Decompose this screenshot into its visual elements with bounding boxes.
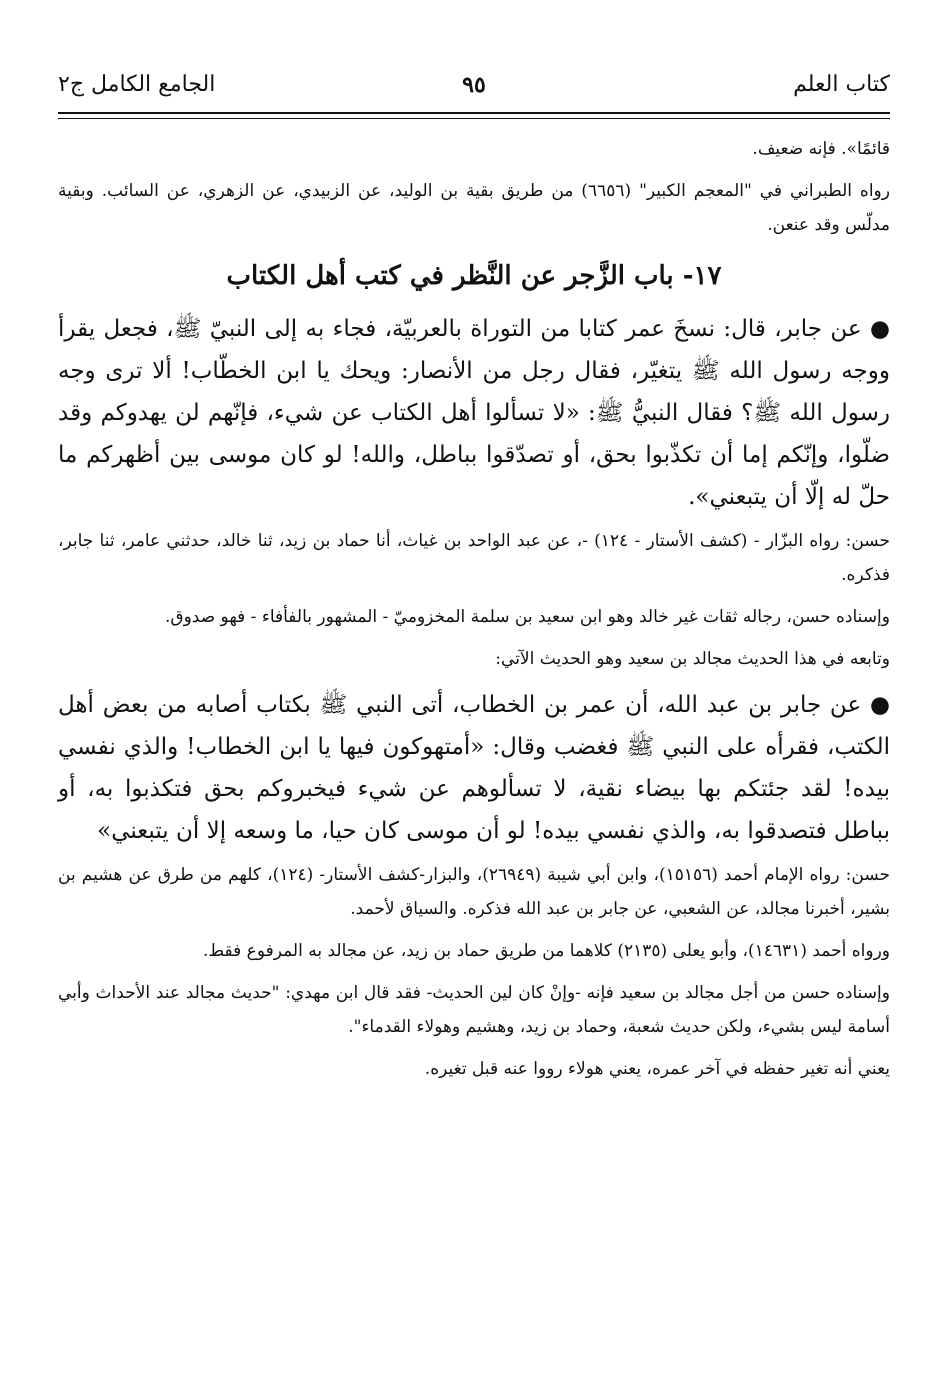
- commentary-paragraph: يعني أنه تغير حفظه في آخر عمره، يعني هولاء رووا عنه قبل تغيره.: [424, 1059, 890, 1079]
- commentary-paragraph: وإسناده حسن من أجل مجالد بن سعيد فإنه -وإنْ كان لين الحديث- فقد قال ابن مهدي: "حديث مجالد عند الأحداث وأبي أسامة ليس بشيء، ولكن حديث شعبة، وحماد بن زيد، وهشيم وهولاء القدماء".: [58, 983, 890, 1037]
- header-book-title: كتاب العلم: [793, 72, 890, 97]
- commentary-paragraph: ورواه أحمد (١٤٦٣١)، وأبو يعلى (٢١٣٥) كلاهما من طريق حماد بن زيد، عن مجالد به المرفوع فقط.: [203, 941, 890, 961]
- commentary-paragraph: رواه الطبراني في "المعجم الكبير" (٦٦٥٦) من طريق بقية بن الوليد، عن الزبيدي، عن الزهري، عن السائب. وبقية مدلّس وقد عنعن.: [58, 181, 890, 235]
- chapter-heading: ١٧- باب الزَّجر عن النَّظر في كتب أهل الكتاب: [226, 261, 722, 291]
- header-rule-thin: [58, 118, 890, 119]
- commentary-paragraph: وإسناده حسن، رجاله ثقات غير خالد وهو ابن سعيد بن سلمة المخزوميّ - المشهور بالفأفاء - فهو صدوق.: [164, 607, 890, 627]
- header-rule-thick: [58, 112, 890, 114]
- commentary-paragraph: حسن: رواه الإمام أحمد (١٥١٥٦)، وابن أبي شيبة (٢٦٩٤٩)، والبزار-كشف الأستار- (١٢٤)، كلهم من طرق عن هشيم بن بشير، أخبرنا مجالد، عن الشعبي، عن جابر بن عبد الله فذكره. والسياق لأحمد.: [58, 865, 890, 919]
- commentary-paragraph: قائمًا». فإنه ضعيف.: [752, 139, 890, 159]
- hadith-paragraph: ● عن جابر، قال: نسخَ عمر كتابا من التوراة بالعربيّة، فجاء به إلى النبيّ ﷺ، فجعل يقرأ ووجه رسول الله ﷺ يتغيّر، فقال رجل من الأنصار: ويحك يا ابن الخطّاب! ألا ترى وجه رسول الله ﷺ؟ فقال النبيُّ ﷺ: «لا تسألوا أهل الكتاب عن شيء، فإنّهم لن يهدوكم وقد ضلّوا، وإنّكم إما أن تكذّبوا بحق، أو تصدّقوا بباطل، والله! لو كان موسى بين أظهركم ما حلّ له إلّا أن يتبعني».: [58, 316, 890, 510]
- running-header: [58, 72, 890, 112]
- header-volume-title: الجامع الكامل ج٢: [58, 72, 216, 97]
- page-body: [58, 132, 890, 1094]
- page-number: ٩٥: [462, 72, 486, 98]
- commentary-paragraph: حسن: رواه البزّار - (كشف الأستار - ١٢٤) -، عن عبد الواحد بن غياث، أنا حماد بن زيد، ثنا خالد، حدثني عامر، ثنا جابر، فذكره.: [58, 531, 890, 585]
- hadith-paragraph: ● عن جابر بن عبد الله، أن عمر بن الخطاب، أتى النبي ﷺ بكتاب أصابه من بعض أهل الكتب، فقرأه على النبي ﷺ فغضب وقال: «أمتهوكون فيها يا ابن الخطاب! والذي نفسي بيده! لقد جئتكم بها بيضاء نقية، لا تسألوهم عن شيء فيخبروكم بحق فتكذبوا به، أو بباطل فتصدقوا به، والذي نفسي بيده! لو أن موسى كان حيا، ما وسعه إلا أن يتبعني»: [58, 692, 890, 844]
- commentary-paragraph: وتابعه في هذا الحديث مجالد بن سعيد وهو الحديث الآتي:: [495, 649, 890, 669]
